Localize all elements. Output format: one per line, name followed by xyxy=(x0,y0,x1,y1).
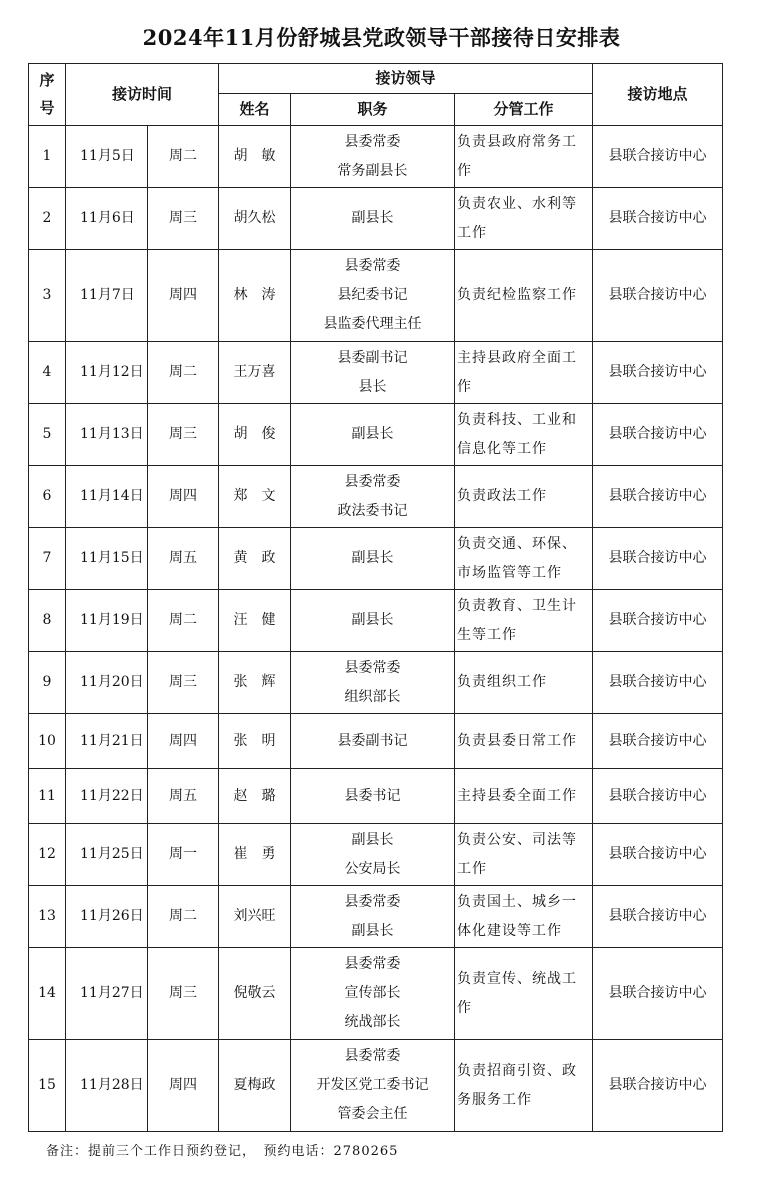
row-place: 县联合接访中心 xyxy=(593,466,723,528)
position-line: 县委副书记 xyxy=(337,732,408,749)
position-line: 县长 xyxy=(358,378,387,395)
row-weekday: 周二 xyxy=(148,342,219,404)
row-number: 13 xyxy=(29,886,66,948)
position-line: 县委副书记 xyxy=(337,349,408,366)
row-name: 倪敬云 xyxy=(219,948,291,1040)
row-place: 县联合接访中心 xyxy=(593,714,723,769)
header-seq-label: 序号 xyxy=(39,71,55,117)
row-number: 5 xyxy=(29,404,66,466)
row-weekday: 周二 xyxy=(148,886,219,948)
table-row xyxy=(29,250,723,342)
table-row xyxy=(29,886,723,948)
table-row xyxy=(29,714,723,769)
position-line: 常务副县长 xyxy=(337,162,408,179)
row-number: 10 xyxy=(29,714,66,769)
table-row xyxy=(29,404,723,466)
row-name: 刘兴旺 xyxy=(219,886,291,948)
row-duty: 负责公安、司法等工作 xyxy=(455,824,593,886)
position-line: 政法委书记 xyxy=(337,502,408,519)
table-row xyxy=(29,188,723,250)
row-name: 崔 勇 xyxy=(219,824,291,886)
row-position xyxy=(291,714,455,769)
position-line: 县委常委 xyxy=(344,473,401,490)
header-leader: 接访领导 xyxy=(219,64,593,94)
row-name: 胡 敏 xyxy=(219,126,291,188)
row-name: 黄 政 xyxy=(219,528,291,590)
row-weekday: 周四 xyxy=(148,1040,219,1132)
row-weekday: 周四 xyxy=(148,250,219,342)
row-weekday: 周三 xyxy=(148,948,219,1040)
row-place: 县联合接访中心 xyxy=(593,1040,723,1132)
row-duty: 负责科技、工业和信息化等工作 xyxy=(455,404,593,466)
position-line: 县纪委书记 xyxy=(337,287,408,303)
row-duty: 负责农业、水利等工作 xyxy=(455,188,593,250)
position-line: 副县长 xyxy=(351,550,394,566)
row-name: 王万喜 xyxy=(219,342,291,404)
row-place: 县联合接访中心 xyxy=(593,528,723,590)
row-place: 县联合接访中心 xyxy=(593,590,723,652)
schedule-table xyxy=(28,63,723,1132)
row-date: 11月27日 xyxy=(66,948,148,1040)
row-date: 11月22日 xyxy=(66,769,148,824)
row-number: 15 xyxy=(29,1040,66,1132)
position-line: 副县长 xyxy=(351,210,394,226)
row-date: 11月28日 xyxy=(66,1040,148,1132)
row-name: 赵 璐 xyxy=(219,769,291,824)
row-date: 11月7日 xyxy=(66,250,148,342)
row-weekday: 周五 xyxy=(148,769,219,824)
row-duty: 负责教育、卫生计生等工作 xyxy=(455,590,593,652)
header-place: 接访地点 xyxy=(593,64,723,126)
row-weekday: 周四 xyxy=(148,714,219,769)
position-line: 副县长 xyxy=(351,612,394,628)
row-weekday: 周三 xyxy=(148,188,219,250)
row-date: 11月21日 xyxy=(66,714,148,769)
row-place: 县联合接访中心 xyxy=(593,342,723,404)
row-weekday: 周五 xyxy=(148,528,219,590)
row-position xyxy=(291,824,455,886)
row-place: 县联合接访中心 xyxy=(593,886,723,948)
row-position xyxy=(291,342,455,404)
row-date: 11月26日 xyxy=(66,886,148,948)
position-line: 县委常委 xyxy=(344,133,401,150)
row-duty: 负责政法工作 xyxy=(455,466,593,528)
row-position xyxy=(291,250,455,342)
table-row xyxy=(29,769,723,824)
row-date: 11月14日 xyxy=(66,466,148,528)
row-position xyxy=(291,769,455,824)
row-name: 林 涛 xyxy=(219,250,291,342)
row-date: 11月13日 xyxy=(66,404,148,466)
row-duty: 负责组织工作 xyxy=(455,652,593,714)
row-place: 县联合接访中心 xyxy=(593,126,723,188)
row-number: 4 xyxy=(29,342,66,404)
row-number: 7 xyxy=(29,528,66,590)
row-weekday: 周二 xyxy=(148,126,219,188)
position-line: 县委书记 xyxy=(344,787,401,804)
position-line: 县委常委 xyxy=(344,1048,401,1064)
position-line: 县委常委 xyxy=(344,659,401,676)
table-row xyxy=(29,126,723,188)
position-line: 开发区党工委书记 xyxy=(316,1077,429,1093)
row-place: 县联合接访中心 xyxy=(593,948,723,1040)
row-weekday: 周四 xyxy=(148,466,219,528)
row-position xyxy=(291,126,455,188)
row-date: 11月12日 xyxy=(66,342,148,404)
position-line: 县委常委 xyxy=(344,258,401,274)
table-row xyxy=(29,824,723,886)
row-date: 11月15日 xyxy=(66,528,148,590)
header-name: 姓名 xyxy=(219,94,291,126)
row-number: 2 xyxy=(29,188,66,250)
position-line: 副县长 xyxy=(351,831,394,848)
row-place: 县联合接访中心 xyxy=(593,769,723,824)
row-number: 9 xyxy=(29,652,66,714)
row-date: 11月20日 xyxy=(66,652,148,714)
row-place: 县联合接访中心 xyxy=(593,404,723,466)
table-row xyxy=(29,466,723,528)
row-number: 14 xyxy=(29,948,66,1040)
row-date: 11月6日 xyxy=(66,188,148,250)
row-duty: 主持县政府全面工作 xyxy=(455,342,593,404)
table-row xyxy=(29,528,723,590)
row-duty: 负责县政府常务工作 xyxy=(455,126,593,188)
position-line: 县监委代理主任 xyxy=(323,316,422,332)
position-line: 统战部长 xyxy=(344,1014,401,1030)
table-row xyxy=(29,342,723,404)
row-place: 县联合接访中心 xyxy=(593,188,723,250)
row-date: 11月5日 xyxy=(66,126,148,188)
position-line: 县委常委 xyxy=(344,956,401,972)
footnote: 备注：提前三个工作日预约登记， 预约电话：2780265 xyxy=(46,1144,399,1159)
position-line: 县委常委 xyxy=(344,893,401,910)
position-line: 组织部长 xyxy=(344,688,401,705)
table-body xyxy=(29,126,723,1132)
position-line: 副县长 xyxy=(351,426,394,442)
row-name: 胡久松 xyxy=(219,188,291,250)
table-row xyxy=(29,652,723,714)
row-duty: 负责宣传、统战工作 xyxy=(455,948,593,1040)
position-line: 副县长 xyxy=(351,922,394,939)
position-line: 管委会主任 xyxy=(337,1106,408,1122)
row-position xyxy=(291,404,455,466)
row-duty: 主持县委全面工作 xyxy=(455,769,593,824)
row-number: 6 xyxy=(29,466,66,528)
row-number: 11 xyxy=(29,769,66,824)
row-date: 11月25日 xyxy=(66,824,148,886)
header-time: 接访时间 xyxy=(66,64,219,126)
row-duty: 负责国土、城乡一体化建设等工作 xyxy=(455,886,593,948)
row-duty: 负责交通、环保、市场监管等工作 xyxy=(455,528,593,590)
row-weekday: 周一 xyxy=(148,824,219,886)
row-number: 1 xyxy=(29,126,66,188)
page-title: 2024年11月份舒城县党政领导干部接待日安排表 xyxy=(142,25,621,50)
row-position xyxy=(291,466,455,528)
row-position xyxy=(291,1040,455,1132)
header-duty: 分管工作 xyxy=(455,94,593,126)
row-name: 胡 俊 xyxy=(219,404,291,466)
row-duty: 负责招商引资、政务服务工作 xyxy=(455,1040,593,1132)
row-weekday: 周二 xyxy=(148,590,219,652)
row-position xyxy=(291,590,455,652)
row-position xyxy=(291,188,455,250)
row-duty: 负责纪检监察工作 xyxy=(455,250,593,342)
row-date: 11月19日 xyxy=(66,590,148,652)
row-number: 12 xyxy=(29,824,66,886)
row-number: 8 xyxy=(29,590,66,652)
row-weekday: 周三 xyxy=(148,652,219,714)
row-name: 张 辉 xyxy=(219,652,291,714)
row-position xyxy=(291,948,455,1040)
row-place: 县联合接访中心 xyxy=(593,824,723,886)
table-row xyxy=(29,948,723,1040)
row-position xyxy=(291,886,455,948)
row-place: 县联合接访中心 xyxy=(593,250,723,342)
row-position xyxy=(291,528,455,590)
table-row xyxy=(29,590,723,652)
row-name: 汪 健 xyxy=(219,590,291,652)
row-number: 3 xyxy=(29,250,66,342)
header-seq xyxy=(29,64,66,126)
header-position: 职务 xyxy=(291,94,455,126)
row-name: 夏梅政 xyxy=(219,1040,291,1132)
row-position xyxy=(291,652,455,714)
row-duty: 负责县委日常工作 xyxy=(455,714,593,769)
position-line: 公安局长 xyxy=(344,860,401,877)
table-row xyxy=(29,1040,723,1132)
row-weekday: 周三 xyxy=(148,404,219,466)
row-place: 县联合接访中心 xyxy=(593,652,723,714)
row-name: 郑 文 xyxy=(219,466,291,528)
position-line: 宣传部长 xyxy=(344,985,401,1001)
row-name: 张 明 xyxy=(219,714,291,769)
